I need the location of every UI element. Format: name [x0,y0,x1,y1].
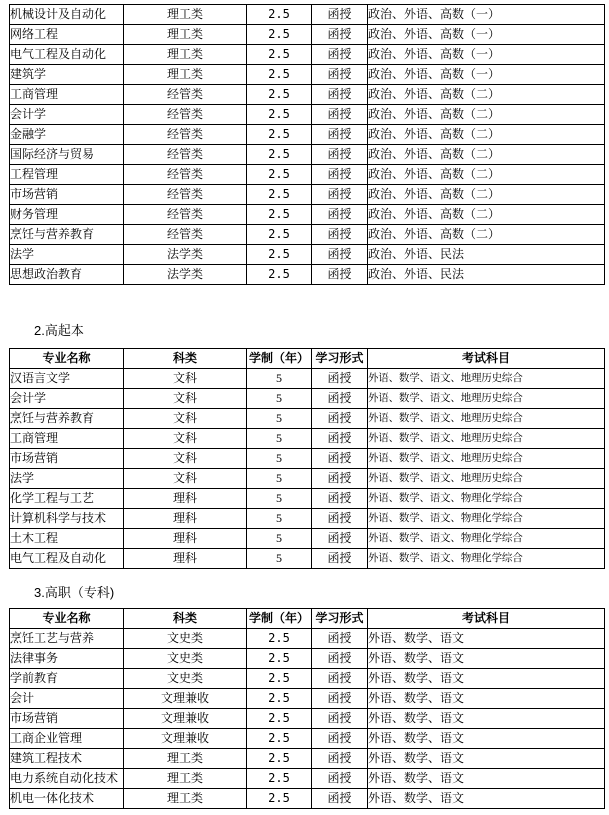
years-cell: 2.5 [247,65,312,85]
study-mode-cell: 函授 [312,409,368,429]
years-cell: 2.5 [247,125,312,145]
table-row [10,769,605,789]
major-name-cell: 土木工程 [10,529,124,549]
exam-subjects-cell: 外语、数学、语文 [368,709,605,729]
study-mode-cell: 函授 [312,205,368,225]
years-cell: 2.5 [247,709,312,729]
table-row [10,549,605,569]
major-name-cell: 财务管理 [10,205,124,225]
table-row [10,489,605,509]
major-name-cell: 烹饪与营养教育 [10,409,124,429]
table-row [10,265,605,285]
major-name-cell: 市场营销 [10,449,124,469]
exam-subjects-cell: 政治、外语、高数（二） [368,165,605,185]
study-mode-cell: 函授 [312,749,368,769]
table-row [10,449,605,469]
category-cell: 理工类 [124,65,247,85]
study-mode-cell: 函授 [312,529,368,549]
study-mode-cell: 函授 [312,145,368,165]
table-body [10,5,605,285]
table-row [10,429,605,449]
category-cell: 经管类 [124,125,247,145]
major-name-cell: 市场营销 [10,709,124,729]
study-mode-cell: 函授 [312,649,368,669]
table-row [10,245,605,265]
exam-subjects-cell: 外语、数学、语文、地理历史综合 [368,369,605,389]
exam-subjects-cell: 外语、数学、语文 [368,769,605,789]
header-years: 学制（年） [247,609,312,629]
exam-subjects-cell: 外语、数学、语文、物理化学综合 [368,509,605,529]
exam-subjects-cell: 外语、数学、语文、地理历史综合 [368,429,605,449]
category-cell: 文科 [124,409,247,429]
exam-subjects-cell: 政治、外语、高数（二） [368,85,605,105]
study-mode-cell: 函授 [312,245,368,265]
header-exam-subjects: 考试科目 [368,349,605,369]
category-cell: 文科 [124,469,247,489]
table-row [10,529,605,549]
years-cell: 2.5 [247,669,312,689]
section-heading-gaoqiben: 2.高起本 [34,323,84,338]
major-name-cell: 建筑学 [10,65,124,85]
study-mode-cell: 函授 [312,449,368,469]
exam-subjects-cell: 政治、外语、高数（二） [368,125,605,145]
category-cell: 文科 [124,449,247,469]
table-header-row [10,609,605,629]
years-cell: 5 [247,489,312,509]
exam-subjects-cell: 政治、外语、高数（一） [368,65,605,85]
major-name-cell: 建筑工程技术 [10,749,124,769]
majors-table-section2 [9,348,605,569]
exam-subjects-cell: 外语、数学、语文、物理化学综合 [368,549,605,569]
section-heading-gaozhi: 3.高职（专科) [34,585,115,600]
category-cell: 经管类 [124,165,247,185]
study-mode-cell: 函授 [312,689,368,709]
exam-subjects-cell: 政治、外语、高数（二） [368,105,605,125]
years-cell: 2.5 [247,185,312,205]
study-mode-cell: 函授 [312,769,368,789]
years-cell: 2.5 [247,5,312,25]
table-row [10,185,605,205]
study-mode-cell: 函授 [312,25,368,45]
table-row [10,5,605,25]
major-name-cell: 汉语言文学 [10,369,124,389]
study-mode-cell: 函授 [312,429,368,449]
study-mode-cell: 函授 [312,105,368,125]
years-cell: 5 [247,369,312,389]
table-row [10,669,605,689]
exam-subjects-cell: 外语、数学、语文 [368,789,605,809]
study-mode-cell: 函授 [312,509,368,529]
study-mode-cell: 函授 [312,125,368,145]
major-name-cell: 会计学 [10,105,124,125]
major-name-cell: 计算机科学与技术 [10,509,124,529]
major-name-cell: 机械设计及自动化 [10,5,124,25]
major-name-cell: 电力系统自动化技术 [10,769,124,789]
exam-subjects-cell: 政治、外语、民法 [368,265,605,285]
years-cell: 2.5 [247,105,312,125]
majors-table-section1 [9,4,605,285]
years-cell: 2.5 [247,629,312,649]
major-name-cell: 会计学 [10,389,124,409]
table-row [10,45,605,65]
category-cell: 经管类 [124,145,247,165]
category-cell: 理工类 [124,25,247,45]
major-name-cell: 网络工程 [10,25,124,45]
table-row [10,689,605,709]
category-cell: 理科 [124,509,247,529]
study-mode-cell: 函授 [312,185,368,205]
years-cell: 2.5 [247,769,312,789]
exam-subjects-cell: 政治、外语、高数（一） [368,5,605,25]
category-cell: 文史类 [124,649,247,669]
exam-subjects-cell: 外语、数学、语文 [368,629,605,649]
category-cell: 理工类 [124,769,247,789]
table-row [10,145,605,165]
category-cell: 理科 [124,549,247,569]
table-header-row [10,349,605,369]
header-years: 学制（年） [247,349,312,369]
study-mode-cell: 函授 [312,65,368,85]
category-cell: 理工类 [124,789,247,809]
table-row [10,165,605,185]
major-name-cell: 工商管理 [10,429,124,449]
exam-subjects-cell: 外语、数学、语文 [368,669,605,689]
study-mode-cell: 函授 [312,225,368,245]
major-name-cell: 法律事务 [10,649,124,669]
category-cell: 理工类 [124,45,247,65]
years-cell: 2.5 [247,245,312,265]
exam-subjects-cell: 政治、外语、高数（二） [368,225,605,245]
years-cell: 2.5 [247,729,312,749]
major-name-cell: 思想政治教育 [10,265,124,285]
category-cell: 文理兼收 [124,689,247,709]
category-cell: 经管类 [124,225,247,245]
major-name-cell: 会计 [10,689,124,709]
exam-subjects-cell: 外语、数学、语文、物理化学综合 [368,529,605,549]
major-name-cell: 法学 [10,469,124,489]
category-cell: 文理兼收 [124,709,247,729]
table-row [10,729,605,749]
table-row [10,369,605,389]
table-row [10,65,605,85]
exam-subjects-cell: 外语、数学、语文、地理历史综合 [368,389,605,409]
years-cell: 2.5 [247,25,312,45]
major-name-cell: 烹饪与营养教育 [10,225,124,245]
years-cell: 5 [247,409,312,429]
exam-subjects-cell: 外语、数学、语文 [368,729,605,749]
exam-subjects-cell: 外语、数学、语文 [368,749,605,769]
years-cell: 5 [247,469,312,489]
category-cell: 文理兼收 [124,729,247,749]
category-cell: 理科 [124,529,247,549]
study-mode-cell: 函授 [312,629,368,649]
study-mode-cell: 函授 [312,489,368,509]
study-mode-cell: 函授 [312,789,368,809]
header-major-name: 专业名称 [10,609,124,629]
header-study-mode: 学习形式 [312,349,368,369]
category-cell: 经管类 [124,205,247,225]
category-cell: 文科 [124,429,247,449]
major-name-cell: 机电一体化技术 [10,789,124,809]
table-row [10,649,605,669]
study-mode-cell: 函授 [312,669,368,689]
major-name-cell: 学前教育 [10,669,124,689]
major-name-cell: 电气工程及自动化 [10,45,124,65]
category-cell: 法学类 [124,265,247,285]
study-mode-cell: 函授 [312,369,368,389]
category-cell: 文史类 [124,629,247,649]
years-cell: 2.5 [247,749,312,769]
study-mode-cell: 函授 [312,729,368,749]
table-row [10,749,605,769]
table-row [10,85,605,105]
table-row [10,225,605,245]
years-cell: 2.5 [247,205,312,225]
category-cell: 理科 [124,489,247,509]
header-category: 科类 [124,609,247,629]
years-cell: 2.5 [247,85,312,105]
table-row [10,709,605,729]
study-mode-cell: 函授 [312,389,368,409]
major-name-cell: 金融学 [10,125,124,145]
table-body [10,629,605,809]
years-cell: 2.5 [247,265,312,285]
years-cell: 2.5 [247,165,312,185]
header-category: 科类 [124,349,247,369]
exam-subjects-cell: 政治、外语、高数（一） [368,25,605,45]
exam-subjects-cell: 外语、数学、语文、地理历史综合 [368,469,605,489]
category-cell: 理工类 [124,749,247,769]
table-row [10,25,605,45]
major-name-cell: 工商企业管理 [10,729,124,749]
category-cell: 法学类 [124,245,247,265]
table-row [10,389,605,409]
category-cell: 经管类 [124,185,247,205]
majors-table-section3 [9,608,605,809]
exam-subjects-cell: 外语、数学、语文、物理化学综合 [368,489,605,509]
years-cell: 5 [247,389,312,409]
exam-subjects-cell: 政治、外语、民法 [368,245,605,265]
table-row [10,105,605,125]
study-mode-cell: 函授 [312,265,368,285]
table-row [10,205,605,225]
study-mode-cell: 函授 [312,85,368,105]
table-row [10,789,605,809]
exam-subjects-cell: 外语、数学、语文 [368,689,605,709]
table-row [10,469,605,489]
table-row [10,509,605,529]
category-cell: 文史类 [124,669,247,689]
table-row [10,409,605,429]
category-cell: 文科 [124,369,247,389]
category-cell: 经管类 [124,85,247,105]
study-mode-cell: 函授 [312,549,368,569]
study-mode-cell: 函授 [312,709,368,729]
years-cell: 5 [247,449,312,469]
category-cell: 理工类 [124,5,247,25]
category-cell: 经管类 [124,105,247,125]
exam-subjects-cell: 外语、数学、语文、地理历史综合 [368,409,605,429]
years-cell: 2.5 [247,689,312,709]
table-body [10,369,605,569]
exam-subjects-cell: 政治、外语、高数（二） [368,185,605,205]
years-cell: 2.5 [247,45,312,65]
major-name-cell: 工程管理 [10,165,124,185]
study-mode-cell: 函授 [312,5,368,25]
header-exam-subjects: 考试科目 [368,609,605,629]
exam-subjects-cell: 政治、外语、高数（一） [368,45,605,65]
major-name-cell: 化学工程与工艺 [10,489,124,509]
years-cell: 5 [247,529,312,549]
exam-subjects-cell: 外语、数学、语文、地理历史综合 [368,449,605,469]
years-cell: 2.5 [247,225,312,245]
years-cell: 2.5 [247,649,312,669]
major-name-cell: 法学 [10,245,124,265]
years-cell: 5 [247,509,312,529]
years-cell: 5 [247,429,312,449]
major-name-cell: 工商管理 [10,85,124,105]
study-mode-cell: 函授 [312,165,368,185]
years-cell: 5 [247,549,312,569]
header-major-name: 专业名称 [10,349,124,369]
study-mode-cell: 函授 [312,45,368,65]
table-row [10,629,605,649]
category-cell: 文科 [124,389,247,409]
exam-subjects-cell: 外语、数学、语文 [368,649,605,669]
study-mode-cell: 函授 [312,469,368,489]
major-name-cell: 烹饪工艺与营养 [10,629,124,649]
exam-subjects-cell: 政治、外语、高数（二） [368,145,605,165]
years-cell: 2.5 [247,789,312,809]
major-name-cell: 市场营销 [10,185,124,205]
table-row [10,125,605,145]
major-name-cell: 国际经济与贸易 [10,145,124,165]
header-study-mode: 学习形式 [312,609,368,629]
years-cell: 2.5 [247,145,312,165]
major-name-cell: 电气工程及自动化 [10,549,124,569]
exam-subjects-cell: 政治、外语、高数（二） [368,205,605,225]
